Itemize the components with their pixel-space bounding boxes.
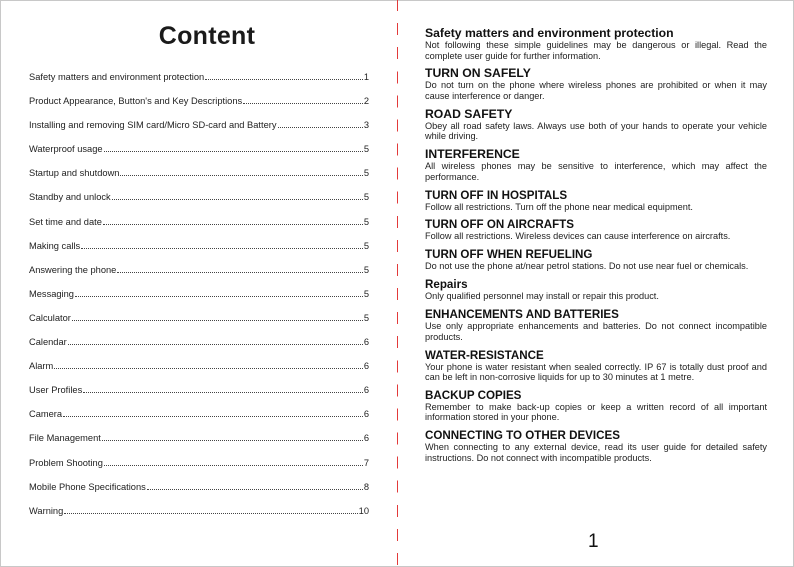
safety-section — [425, 27, 767, 61]
toc-entry-label: Calendar — [29, 337, 67, 348]
section-body: Not following these simple guidelines may be dangerous or illegal. Read the complete user guide for further information. — [425, 40, 767, 61]
section-heading: ENHANCEMENTS AND BATTERIES — [425, 308, 619, 322]
toc-entry[interactable] — [29, 96, 369, 120]
toc-leader — [120, 175, 362, 176]
section-body: Your phone is water resistant when sealed correctly. IP 67 is totally dust proof and can be left in non-corrosive liquids for up to 30 minutes at 1 metre. — [425, 361, 767, 383]
toc-entry[interactable] — [29, 361, 369, 385]
safety-section — [425, 108, 767, 142]
toc-leader — [147, 489, 363, 490]
section-heading: TURN OFF IN HOSPITALS — [425, 188, 568, 202]
toc-entry-label: Startup and shutdown — [29, 168, 120, 179]
toc-entry[interactable] — [29, 192, 369, 216]
section-heading: ROAD SAFETY — [425, 106, 513, 121]
section-body: Follow all restrictions. Wireless devices can cause interference on aircrafts. — [425, 231, 731, 242]
toc-leader — [63, 416, 363, 417]
section-heading: CONNECTING TO OTHER DEVICES — [425, 429, 620, 443]
toc-leader — [75, 296, 363, 297]
safety-section — [425, 389, 767, 423]
page-divider — [397, 0, 398, 567]
toc-entry[interactable] — [29, 433, 369, 457]
safety-section — [425, 429, 767, 463]
toc-entry[interactable] — [29, 168, 369, 192]
safety-section — [425, 148, 767, 182]
toc-entry-page: 6 — [363, 409, 369, 420]
safety-section — [425, 189, 767, 213]
toc-entry-label: File Management — [29, 433, 101, 444]
section-body: All wireless phones may be sensitive to interference, which may affect the performance. — [425, 161, 767, 182]
section-body: Do not turn on the phone where wireless phones are prohibited or when it may cause interference or danger. — [425, 80, 767, 101]
toc-entry-page: 5 — [363, 168, 369, 179]
toc-entry[interactable] — [29, 385, 369, 409]
toc-entry[interactable] — [29, 265, 369, 289]
toc-entry[interactable] — [29, 120, 369, 144]
toc-entry-page: 6 — [363, 433, 369, 444]
toc-title: Content — [158, 22, 256, 50]
section-body: Do not use the phone at/near petrol stations. Do not use near fuel or chemicals. — [425, 261, 749, 272]
toc-entry[interactable] — [29, 482, 369, 506]
toc-leader — [104, 465, 363, 466]
toc-entry-page: 5 — [363, 144, 369, 155]
section-heading: BACKUP COPIES — [425, 388, 522, 402]
toc-entry-label: Messaging — [29, 288, 74, 299]
toc-entry-page: 5 — [363, 240, 369, 251]
safety-section — [425, 349, 767, 383]
toc-entry[interactable] — [29, 313, 369, 337]
toc-entry-label: Warning — [29, 505, 64, 516]
toc-leader — [103, 224, 363, 225]
toc-entry-page: 5 — [363, 264, 369, 275]
section-body: Follow all restrictions. Turn off the phone near medical equipment. — [425, 201, 693, 212]
toc-entry-label: Calculator — [29, 312, 71, 323]
safety-section — [425, 248, 767, 272]
toc-leader — [104, 151, 363, 152]
safety-page — [425, 27, 767, 470]
toc-leader — [64, 513, 357, 514]
toc-leader — [81, 248, 363, 249]
toc-entry-label: Alarm — [29, 361, 54, 372]
toc-entry-page: 3 — [363, 120, 369, 131]
toc-entry[interactable] — [29, 72, 369, 96]
toc-entry-label: Standby and unlock — [29, 192, 111, 203]
toc-leader — [117, 272, 362, 273]
safety-section — [425, 67, 767, 101]
section-body: When connecting to any external device, read its user guide for detailed safety instructions. Do not connect with incompatible products. — [425, 442, 767, 463]
toc-entry-label: Product Appearance, Button's and Key Descriptions — [29, 96, 243, 107]
section-body: Use only appropriate enhancements and batteries. Do not connect incompatible products. — [425, 321, 767, 342]
toc-entry-page: 10 — [358, 505, 369, 516]
toc-entry-label: Answering the phone — [29, 264, 117, 275]
toc-list — [29, 72, 369, 530]
toc-entry-page: 8 — [363, 481, 369, 492]
toc-entry-label: User Profiles — [29, 385, 83, 396]
toc-leader — [102, 440, 363, 441]
section-body: Remember to make back-up copies or keep a written record of all important information stored in your phone. — [425, 401, 767, 423]
toc-entry-label: Set time and date — [29, 216, 102, 227]
section-body: Obey all road safety laws. Always use both of your hands to operate your vehicle while driving. — [425, 120, 767, 142]
toc-leader — [72, 320, 363, 321]
section-heading: Safety matters and environment protection — [425, 26, 674, 40]
toc-entry-page: 2 — [363, 96, 369, 107]
toc-leader — [205, 79, 363, 80]
toc-entry-page: 5 — [363, 312, 369, 323]
toc-entry-page: 5 — [363, 192, 369, 203]
section-heading: TURN ON SAFELY — [425, 66, 531, 81]
toc-leader — [278, 127, 363, 128]
toc-entry[interactable] — [29, 458, 369, 482]
toc-entry[interactable] — [29, 289, 369, 313]
section-heading: WATER-RESISTANCE — [425, 348, 544, 362]
toc-entry-label: Safety matters and environment protection — [29, 72, 205, 82]
section-heading: TURN OFF WHEN REFUELING — [425, 248, 593, 262]
toc-entry-page: 6 — [363, 361, 369, 372]
toc-entry-page: 1 — [363, 72, 369, 82]
toc-leader — [83, 392, 363, 393]
toc-entry-label: Waterproof usage — [29, 144, 103, 155]
toc-entry[interactable] — [29, 144, 369, 168]
toc-entry-page: 7 — [363, 457, 369, 468]
toc-entry-label: Making calls — [29, 240, 81, 251]
page-number: 1 — [588, 531, 599, 552]
section-heading: Repairs — [425, 278, 468, 292]
toc-entry[interactable] — [29, 337, 369, 361]
section-body: Only qualified personnel may install or repair this product. — [425, 291, 659, 302]
toc-entry[interactable] — [29, 217, 369, 241]
toc-entry[interactable] — [29, 241, 369, 265]
toc-entry-page: 5 — [363, 288, 369, 299]
toc-leader — [243, 103, 363, 104]
safety-section — [425, 278, 767, 302]
toc-leader — [112, 199, 363, 200]
safety-section — [425, 218, 767, 242]
toc-entry-page: 6 — [363, 385, 369, 396]
section-heading: TURN OFF ON AIRCRAFTS — [425, 218, 574, 232]
toc-leader — [68, 344, 363, 345]
safety-section — [425, 308, 767, 342]
toc-leader — [54, 368, 363, 369]
toc-entry-page: 5 — [363, 216, 369, 227]
toc-entry-page: 6 — [363, 337, 369, 348]
toc-entry-label: Problem Shooting — [29, 457, 103, 468]
toc-entry-label: Camera — [29, 409, 63, 420]
section-heading: INTERFERENCE — [425, 147, 520, 162]
toc-entry-label: Installing and removing SIM card/Micro SD-card and Battery — [29, 120, 277, 131]
toc-entry-label: Mobile Phone Specifications — [29, 481, 146, 492]
toc-entry[interactable] — [29, 409, 369, 433]
toc-entry[interactable] — [29, 506, 369, 530]
